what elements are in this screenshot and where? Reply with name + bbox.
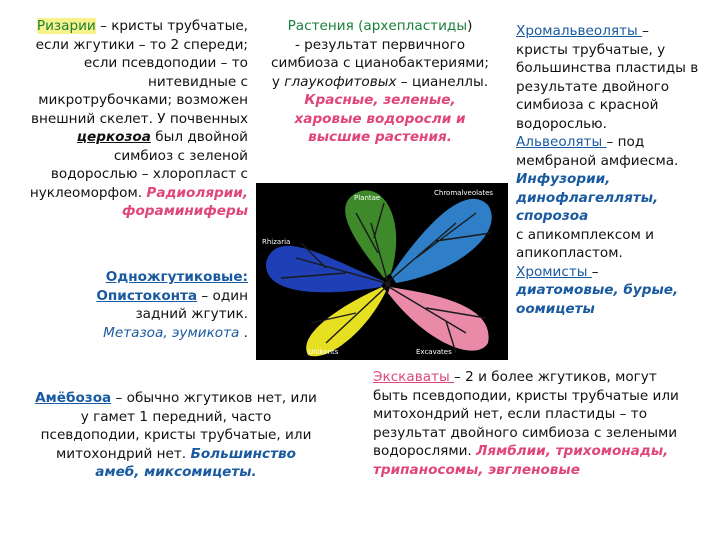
- tree-label-unikonts: Unikonts: [308, 348, 339, 356]
- tree-root: [385, 281, 391, 287]
- unikonts-title: Одножгутиковые:: [105, 269, 248, 285]
- tree-label-chromalveolates: Chromalveolates: [434, 189, 494, 197]
- cercozoa-term: церкозоа: [76, 129, 151, 145]
- chromists-title: Хромисты: [516, 263, 592, 280]
- chromalveolates-text: Хромальвеоляты – кристы трубчатые, у большинства пластиды в результате двойного симбиоза с красной водорослью. Альвеоляты – под мембраной амфиесма. Инфузории, динофлагелляты, спорозоа с апикомплексом и апикопластом. Хромисты – диатомовые, бурые, оомицеты: [516, 23, 699, 317]
- amoebozoa-title: Амёбозоа: [35, 390, 112, 406]
- plants-text: Растения (архепластиды) - результат первичного симбиоза с цианобактериями; у глаукофитовых – цианеллы. Красные, зеленые, харовые водоросли и высшие растения.: [271, 18, 489, 145]
- tree-label-rhizaria: Rhizaria: [262, 238, 291, 246]
- chromalveolates-title: Хромальвеоляты: [516, 23, 643, 39]
- plants-title: Растения (архепластиды: [287, 18, 468, 34]
- tree-label-excavates: Excavates: [416, 348, 452, 356]
- unikonts-text: Одножгутиковые: Опистоконта – один задний жгутик. Метазоа, эумикота .: [60, 268, 248, 342]
- tree-label-plantae: Plantae: [354, 194, 381, 202]
- rhizaria-text: Ризарии – кристы трубчатые, если жгутики – то 2 спереди; если псевдоподии – то нитевидные с микротрубочками; возможен внешний скелет. У почвенных церкозоа был двойной симбиоз с зеленой водорослью – хлоропласт с нуклеоморфом. Радиолярии, фораминиферы: [29, 18, 248, 219]
- excavates-title: Экскаваты: [373, 369, 455, 385]
- excavates-petal: [388, 287, 489, 351]
- rhizaria-title: Ризарии: [36, 18, 96, 34]
- opisthokonta-title: Опистоконта: [96, 287, 198, 304]
- phylogenetic-tree: [256, 183, 508, 360]
- alveolates-title: Альвеоляты: [516, 134, 607, 150]
- tree-svg: [256, 183, 508, 360]
- amoebozoa-text: Амёбозоа – обычно жгутиков нет, или у гамет 1 передний, часто псевдоподии, кристы трубчатые, или митохондрий нет. Большинство амеб, миксомицеты.: [35, 390, 317, 480]
- plantae-petal: [345, 190, 396, 278]
- excavates-text: Экскаваты – 2 и более жгутиков, могут быть псевдоподии, кристы трубчатые или митохондрий нет, если пластиды – то результат двойного симбиоза с зелеными водорослями. Лямблии, трихомонады, трипаносомы, эвгленовые: [373, 369, 679, 478]
